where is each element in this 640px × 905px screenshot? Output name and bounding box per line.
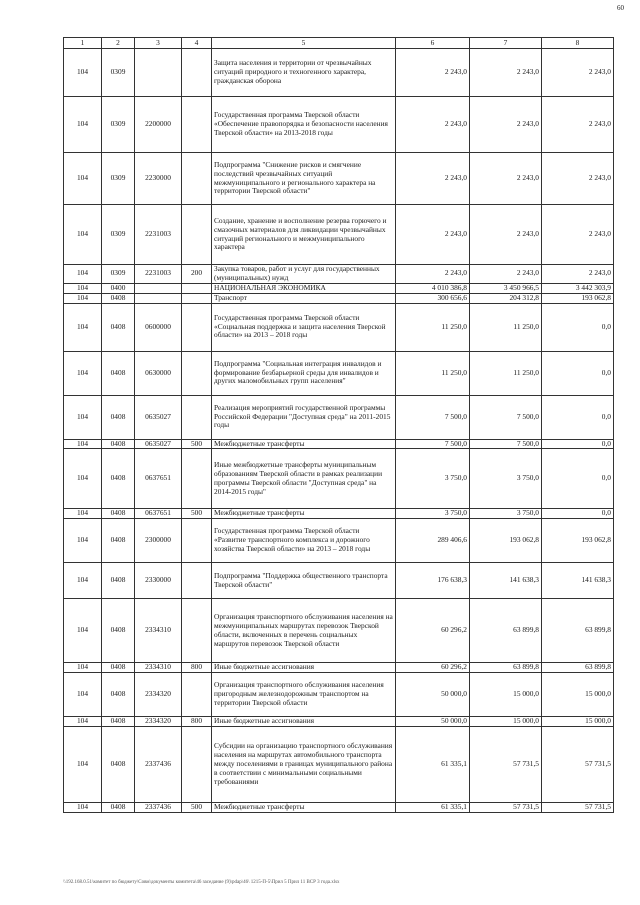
cell-amount-year-1: 3 750,0 [396, 509, 470, 519]
cell-amount-year-1: 3 750,0 [396, 449, 470, 509]
cell-subsection: 0408 [102, 449, 135, 509]
cell-expense-type: 200 [182, 265, 212, 284]
cell-amount-year-1: 2 243,0 [396, 97, 470, 153]
header-col-6: 6 [396, 38, 470, 49]
cell-description: Иные бюджетные ассигнования [212, 663, 396, 673]
cell-section: 104 [64, 283, 102, 293]
cell-amount-year-2: 2 243,0 [470, 97, 542, 153]
cell-target-article: 0600000 [135, 303, 182, 351]
cell-amount-year-2: 15 000,0 [470, 717, 542, 727]
cell-amount-year-2: 141 638,3 [470, 563, 542, 599]
cell-amount-year-1: 60 296,2 [396, 663, 470, 673]
cell-amount-year-2: 3 450 966,5 [470, 283, 542, 293]
cell-amount-year-3: 0,0 [542, 449, 614, 509]
cell-amount-year-3: 3 442 303,9 [542, 283, 614, 293]
cell-target-article: 2200000 [135, 97, 182, 153]
cell-amount-year-2: 3 750,0 [470, 509, 542, 519]
cell-expense-type [182, 599, 212, 663]
cell-amount-year-3: 141 638,3 [542, 563, 614, 599]
cell-amount-year-3: 0,0 [542, 509, 614, 519]
cell-amount-year-2: 11 250,0 [470, 303, 542, 351]
cell-amount-year-3: 15 000,0 [542, 673, 614, 717]
table-row [64, 519, 614, 563]
cell-subsection: 0408 [102, 509, 135, 519]
cell-amount-year-1: 50 000,0 [396, 673, 470, 717]
cell-section: 104 [64, 519, 102, 563]
cell-target-article: 0637651 [135, 509, 182, 519]
cell-amount-year-1: 2 243,0 [396, 265, 470, 284]
cell-description: Организация транспортного обслуживания населения пригородным железнодорожным транспортом на территории Тверской области [212, 673, 396, 717]
cell-section: 104 [64, 727, 102, 803]
page-number: 60 [617, 4, 624, 12]
cell-section: 104 [64, 663, 102, 673]
cell-section: 104 [64, 293, 102, 303]
cell-target-article [135, 293, 182, 303]
cell-amount-year-1: 11 250,0 [396, 303, 470, 351]
cell-target-article: 2334310 [135, 599, 182, 663]
cell-subsection: 0408 [102, 439, 135, 449]
cell-section: 104 [64, 563, 102, 599]
cell-section: 104 [64, 265, 102, 284]
cell-amount-year-3: 63 899,8 [542, 663, 614, 673]
table-row [64, 439, 614, 449]
cell-amount-year-1: 11 250,0 [396, 351, 470, 395]
cell-amount-year-3: 193 062,8 [542, 519, 614, 563]
header-col-5: 5 [212, 38, 396, 49]
cell-section: 104 [64, 351, 102, 395]
cell-target-article: 2337436 [135, 727, 182, 803]
header-col-4: 4 [182, 38, 212, 49]
cell-expense-type [182, 293, 212, 303]
table-row [64, 449, 614, 509]
cell-amount-year-3: 57 731,5 [542, 803, 614, 813]
cell-section: 104 [64, 439, 102, 449]
cell-amount-year-2: 15 000,0 [470, 673, 542, 717]
cell-section: 104 [64, 395, 102, 439]
cell-expense-type [182, 673, 212, 717]
table-row [64, 673, 614, 717]
cell-target-article: 0630000 [135, 351, 182, 395]
cell-amount-year-3: 0,0 [542, 351, 614, 395]
cell-subsection: 0309 [102, 153, 135, 205]
cell-amount-year-1: 61 335,1 [396, 803, 470, 813]
cell-section: 104 [64, 599, 102, 663]
table-row [64, 97, 614, 153]
cell-subsection: 0408 [102, 293, 135, 303]
cell-description: Закупка товаров, работ и услуг для государственных (муниципальных) нужд [212, 265, 396, 284]
cell-amount-year-1: 176 638,3 [396, 563, 470, 599]
cell-target-article: 2300000 [135, 519, 182, 563]
cell-target-article [135, 283, 182, 293]
cell-description: Иные бюджетные ассигнования [212, 717, 396, 727]
cell-description: Субсидии на организацию транспортного обслуживания населения на маршрутах автомобильного транспорта между поселениями в границах муниципального района в соответствии с минимальными социальными требованиями [212, 727, 396, 803]
cell-description: Защита населения и территории от чрезвычайных ситуаций природного и техногенного характера, гражданская оборона [212, 49, 396, 97]
cell-target-article: 0637651 [135, 449, 182, 509]
cell-subsection: 0408 [102, 727, 135, 803]
cell-amount-year-1: 7 500,0 [396, 439, 470, 449]
header-col-2: 2 [102, 38, 135, 49]
cell-section: 104 [64, 509, 102, 519]
cell-amount-year-3: 2 243,0 [542, 265, 614, 284]
cell-target-article: 2231003 [135, 205, 182, 265]
cell-subsection: 0309 [102, 205, 135, 265]
table-row [64, 205, 614, 265]
cell-amount-year-3: 2 243,0 [542, 49, 614, 97]
cell-amount-year-2: 193 062,8 [470, 519, 542, 563]
cell-description: Межбюджетные трансферты [212, 439, 396, 449]
cell-expense-type [182, 303, 212, 351]
cell-target-article: 2334320 [135, 717, 182, 727]
table-row [64, 153, 614, 205]
cell-amount-year-1: 2 243,0 [396, 153, 470, 205]
cell-description: Организация транспортного обслуживания населения на межмуниципальных маршрутах перевозок Тверской области, включенных в перечень социальных маршрутов перевозок Тверской области [212, 599, 396, 663]
cell-target-article: 2334310 [135, 663, 182, 673]
cell-description: Межбюджетные трансферты [212, 509, 396, 519]
cell-target-article: 2337436 [135, 803, 182, 813]
cell-expense-type [182, 563, 212, 599]
cell-description: Создание, хранение и восполнение резерва горючего и смазочных материалов для ликвидации чрезвычайных ситуаций регионального и межмуниципального характера [212, 205, 396, 265]
header-col-1: 1 [64, 38, 102, 49]
cell-amount-year-1: 7 500,0 [396, 395, 470, 439]
table-row [64, 303, 614, 351]
cell-amount-year-2: 2 243,0 [470, 205, 542, 265]
cell-amount-year-1: 61 335,1 [396, 727, 470, 803]
cell-amount-year-1: 4 010 386,8 [396, 283, 470, 293]
cell-amount-year-3: 0,0 [542, 439, 614, 449]
cell-amount-year-3: 63 899,8 [542, 599, 614, 663]
cell-amount-year-1: 289 406,6 [396, 519, 470, 563]
cell-amount-year-1: 2 243,0 [396, 205, 470, 265]
table-row [64, 563, 614, 599]
cell-expense-type [182, 519, 212, 563]
table-row [64, 395, 614, 439]
cell-subsection: 0408 [102, 395, 135, 439]
table-row [64, 509, 614, 519]
cell-description: Реализация мероприятий государственной программы Российской Федерации "Доступная среда" на 2011-2015 годы [212, 395, 396, 439]
cell-amount-year-2: 57 731,5 [470, 803, 542, 813]
cell-expense-type [182, 97, 212, 153]
table-row [64, 293, 614, 303]
cell-description: НАЦИОНАЛЬНАЯ ЭКОНОМИКА [212, 283, 396, 293]
cell-section: 104 [64, 303, 102, 351]
cell-section: 104 [64, 673, 102, 717]
cell-description: Подпрограмма "Снижение рисков и смягчение последствий чрезвычайных ситуаций межмуниципального и регионального характера на территории Тверской области" [212, 153, 396, 205]
table-row [64, 283, 614, 293]
cell-subsection: 0408 [102, 663, 135, 673]
cell-target-article: 2230000 [135, 153, 182, 205]
cell-subsection: 0408 [102, 303, 135, 351]
cell-description: Подпрограмма "Социальная интеграция инвалидов и формирование безбарьерной среды для инвалидов и других маломобильных групп населения" [212, 351, 396, 395]
header-col-3: 3 [135, 38, 182, 49]
table-row [64, 599, 614, 663]
cell-amount-year-3: 0,0 [542, 395, 614, 439]
table-row [64, 663, 614, 673]
cell-section: 104 [64, 97, 102, 153]
cell-target-article: 0635027 [135, 439, 182, 449]
cell-amount-year-3: 193 062,8 [542, 293, 614, 303]
cell-amount-year-2: 63 899,8 [470, 599, 542, 663]
budget-table [63, 37, 614, 813]
cell-description: Государственная программа Тверской области «Обеспечение правопорядка и безопасности населения Тверской области» на 2013-2018 годы [212, 97, 396, 153]
cell-expense-type [182, 205, 212, 265]
cell-subsection: 0309 [102, 97, 135, 153]
table-header-row [64, 38, 614, 49]
cell-expense-type [182, 153, 212, 205]
cell-amount-year-3: 2 243,0 [542, 153, 614, 205]
cell-amount-year-3: 2 243,0 [542, 97, 614, 153]
cell-amount-year-2: 57 731,5 [470, 727, 542, 803]
cell-subsection: 0309 [102, 265, 135, 284]
cell-amount-year-1: 60 296,2 [396, 599, 470, 663]
cell-description: Подпрограмма "Поддержка общественного транспорта Тверской области" [212, 563, 396, 599]
cell-section: 104 [64, 153, 102, 205]
table-row [64, 351, 614, 395]
table-row [64, 727, 614, 803]
cell-subsection: 0408 [102, 673, 135, 717]
cell-amount-year-2: 2 243,0 [470, 265, 542, 284]
cell-expense-type: 800 [182, 663, 212, 673]
cell-expense-type [182, 395, 212, 439]
table-row [64, 803, 614, 813]
cell-amount-year-2: 7 500,0 [470, 439, 542, 449]
cell-subsection: 0408 [102, 519, 135, 563]
cell-target-article: 2330000 [135, 563, 182, 599]
cell-description: Межбюджетные трансферты [212, 803, 396, 813]
cell-subsection: 0408 [102, 803, 135, 813]
cell-subsection: 0408 [102, 563, 135, 599]
cell-description: Транспорт [212, 293, 396, 303]
cell-amount-year-1: 50 000,0 [396, 717, 470, 727]
cell-description: Государственная программа Тверской области «Развитие транспортного комплекса и дорожного хозяйства Тверской области» на 2013 – 2018 годы [212, 519, 396, 563]
cell-section: 104 [64, 205, 102, 265]
cell-expense-type [182, 727, 212, 803]
cell-expense-type [182, 351, 212, 395]
header-col-7: 7 [470, 38, 542, 49]
cell-amount-year-1: 300 656,6 [396, 293, 470, 303]
cell-description: Иные межбюджетные трансферты муниципальным образованиям Тверской области в рамках реализации программы Тверской области "Доступная среда" на 2014-2015 годы" [212, 449, 396, 509]
cell-subsection: 0408 [102, 351, 135, 395]
cell-amount-year-2: 2 243,0 [470, 153, 542, 205]
cell-expense-type [182, 283, 212, 293]
cell-target-article: 0635027 [135, 395, 182, 439]
cell-expense-type: 500 [182, 439, 212, 449]
cell-target-article: 2334320 [135, 673, 182, 717]
cell-section: 104 [64, 803, 102, 813]
cell-amount-year-1: 2 243,0 [396, 49, 470, 97]
cell-amount-year-2: 63 899,8 [470, 663, 542, 673]
table-row [64, 49, 614, 97]
cell-description: Государственная программа Тверской области «Социальная поддержка и защита населения Тверской области» на 2013 – 2018 годы [212, 303, 396, 351]
cell-expense-type [182, 49, 212, 97]
cell-subsection: 0400 [102, 283, 135, 293]
cell-amount-year-3: 57 731,5 [542, 727, 614, 803]
cell-expense-type: 800 [182, 717, 212, 727]
cell-section: 104 [64, 49, 102, 97]
cell-amount-year-2: 7 500,0 [470, 395, 542, 439]
cell-amount-year-2: 204 312,8 [470, 293, 542, 303]
cell-target-article [135, 49, 182, 97]
cell-amount-year-3: 2 243,0 [542, 205, 614, 265]
footer-file-path: \\192.168.0.51\комитет по бюджету\Совм\документы комитета\46 заседание (9)\pdap\46\ 1215-П-5\Прил 5 Прил 11 ВСР 3 года.xlsx [63, 880, 340, 885]
cell-amount-year-2: 3 750,0 [470, 449, 542, 509]
cell-section: 104 [64, 449, 102, 509]
cell-section: 104 [64, 717, 102, 727]
cell-amount-year-2: 11 250,0 [470, 351, 542, 395]
header-col-8: 8 [542, 38, 614, 49]
cell-expense-type: 500 [182, 803, 212, 813]
cell-subsection: 0408 [102, 717, 135, 727]
table-row [64, 717, 614, 727]
cell-target-article: 2231003 [135, 265, 182, 284]
cell-amount-year-3: 15 000,0 [542, 717, 614, 727]
cell-expense-type: 500 [182, 509, 212, 519]
cell-amount-year-3: 0,0 [542, 303, 614, 351]
cell-expense-type [182, 449, 212, 509]
cell-subsection: 0408 [102, 599, 135, 663]
cell-amount-year-2: 2 243,0 [470, 49, 542, 97]
table-row [64, 265, 614, 284]
cell-subsection: 0309 [102, 49, 135, 97]
